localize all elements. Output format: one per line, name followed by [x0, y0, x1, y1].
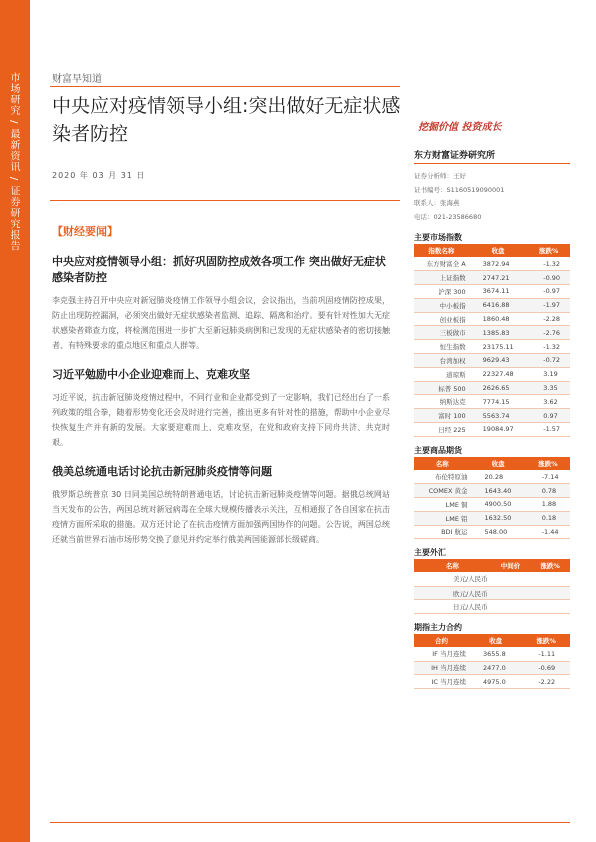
table-cell: -1.97: [527, 298, 570, 312]
table-row: [414, 298, 570, 312]
table-cell: 纳斯达克: [414, 395, 469, 409]
table-cell: 中小板指: [414, 298, 469, 312]
table-cell: 548.00: [471, 525, 526, 539]
table-row: [414, 381, 570, 395]
table-cell: -2.22: [522, 675, 570, 689]
section-badge: 【财经要闻】: [52, 225, 118, 238]
table-cell: 2747.21: [469, 271, 528, 285]
article-body: 俄罗斯总统普京 30 日同美国总统特朗普通电话，讨论抗击新冠肺炎疫情等问题。据俄总统网站当天发布的公告，两国总统对新冠病毒在全球大规模传播表示关注，互相通报了各自国家在抗击疫情方面所采取的措施。双方还讨论了在抗击疫情方面加强两国协作的问题。公告说，两国总统还就当前世界石油市场形势交换了意见并约定举行俄美两国能源部长级磋商。: [52, 490, 390, 544]
table-row: [414, 661, 570, 675]
table-cell: 2477.0: [469, 661, 522, 675]
article-body: 习近平说，抗击新冠肺炎疫情过程中，不同行业和企业都受到了一定影响，我们已经出台了一系列政策的组合拳，随着形势变化还会及时进行完善，推出更多有针对性的措施，帮助中小企业尽快恢复生产并有新的发展。大家要迎难而上、克难攻坚，在党和政府支持下同舟共济、共克时艰。: [52, 393, 390, 447]
article-body: 李克强主持召开中央应对新冠肺炎疫情工作领导小组会议，会议指出，当前巩固疫情防控成果，防止出现防控漏洞，必须突出做好无症状感染者监测、追踪、隔离和治疗。要有针对性加大无症状感染者筛查力度，将检测范围进一步扩大至新冠肺炎病例和已发现的无症状感染者的密切接触者、有特殊要求的重点地区和重点人群等。: [52, 296, 390, 350]
table-cell: [491, 572, 531, 586]
section-divider: [50, 200, 400, 201]
table-cell: -1.44: [526, 525, 570, 539]
table-row: [414, 367, 570, 381]
table-cell: [530, 572, 570, 586]
institution-info: [414, 170, 570, 224]
index-futures-title: 期指主力合约: [414, 623, 462, 633]
table-row: [414, 257, 570, 271]
table-row: [414, 326, 570, 340]
footer-divider: [50, 822, 570, 823]
table-row: [414, 312, 570, 326]
table-cell: 上证指数: [414, 271, 469, 285]
table-cell: LME 铜: [414, 497, 471, 511]
slogan: 挖掘价值 投资成长: [418, 122, 502, 133]
table-cell: COMEX 黄金: [414, 484, 471, 498]
table-row: [414, 525, 570, 539]
table-cell: 美元/人民币: [414, 572, 491, 586]
table-cell: LME 铝: [414, 511, 471, 525]
table-cell: 台湾加权: [414, 354, 469, 368]
table-cell: 7774.15: [469, 395, 528, 409]
indices-table: [414, 244, 570, 437]
table-cell: 23175.11: [469, 340, 528, 354]
table-cell: IF 当月连续: [414, 647, 469, 661]
table-cell: [491, 600, 531, 614]
table-cell: 日元/人民币: [414, 600, 491, 614]
table-cell: 1643.40: [471, 484, 526, 498]
table-row: [414, 395, 570, 409]
table-cell: 3674.11: [469, 285, 528, 299]
table-cell: 1632.50: [471, 511, 526, 525]
column-header: 名称: [414, 559, 491, 572]
table-row: [414, 484, 570, 498]
table-cell: -2.76: [527, 326, 570, 340]
column-header: 涨跌%: [526, 457, 570, 470]
table-cell: 沪深 300: [414, 285, 469, 299]
table-cell: 标普 500: [414, 381, 469, 395]
forex-table: [414, 559, 570, 614]
column-header: 收盘: [471, 457, 526, 470]
table-cell: -1.11: [522, 647, 570, 661]
table-row: [414, 586, 570, 600]
table-cell: 0.97: [527, 409, 570, 423]
article: [52, 464, 390, 547]
report-date: 2020 年 03 月 31 日: [52, 171, 146, 180]
table-row: [414, 423, 570, 437]
column-header: 名称: [414, 457, 471, 470]
table-cell: 1.88: [526, 497, 570, 511]
table-cell: 0.78: [526, 484, 570, 498]
column-header: 合约: [414, 634, 469, 647]
table-cell: -2.28: [527, 312, 570, 326]
table-cell: BDI 航运: [414, 525, 471, 539]
table-cell: 1385.83: [469, 326, 528, 340]
table-cell: -0.72: [527, 354, 570, 368]
futures-table: [414, 457, 570, 539]
table-cell: 欧元/人民币: [414, 586, 491, 600]
phone: 电话：021-23586680: [414, 212, 482, 221]
article: [52, 367, 390, 450]
table-cell: 1860.48: [469, 312, 528, 326]
table-cell: -1.32: [527, 257, 570, 271]
table-cell: 19084.97: [469, 423, 528, 437]
table-cell: -0.69: [522, 661, 570, 675]
table-cell: 2626.65: [469, 381, 528, 395]
table-cell: [491, 586, 531, 600]
table-row: [414, 511, 570, 525]
table-cell: 富时 100: [414, 409, 469, 423]
certificate: 证书编号：S1160519090001: [414, 185, 505, 194]
analyst: 证券分析师：王好: [414, 172, 466, 180]
index-futures-table: [414, 634, 570, 689]
table-row: [414, 647, 570, 661]
right-column: [414, 148, 570, 689]
news-content: [52, 254, 390, 561]
table-cell: -1.57: [527, 423, 570, 437]
table-row: [414, 285, 570, 299]
column-header: 指数名称: [414, 244, 469, 257]
table-cell: 3.19: [527, 367, 570, 381]
header-label: 财富早知道: [52, 74, 102, 85]
table-cell: 0.18: [526, 511, 570, 525]
table-cell: 3655.8: [469, 647, 522, 661]
header-divider: [50, 86, 400, 87]
table-row: [414, 470, 570, 484]
article-title: 中央应对疫情领导小组：抓好巩固防控成效各项工作 突出做好无症状感染者防控: [52, 255, 386, 284]
table-row: [414, 497, 570, 511]
column-header: 收盘: [469, 244, 528, 257]
table-row: [414, 600, 570, 614]
column-header: 涨跌%: [527, 244, 570, 257]
column-header: 涨跌%: [522, 634, 570, 647]
institution-name: 东方财富证券研究所: [414, 148, 570, 164]
futures-title: 主要商品期货: [414, 445, 462, 455]
table-cell: -7.14: [526, 470, 570, 484]
forex-title: 主要外汇: [414, 548, 446, 558]
table-row: [414, 354, 570, 368]
table-cell: 创业板指: [414, 312, 469, 326]
table-cell: 恒生指数: [414, 340, 469, 354]
article: [52, 254, 390, 353]
table-row: [414, 409, 570, 423]
table-cell: -1.32: [527, 340, 570, 354]
table-cell: 4975.0: [469, 675, 522, 689]
table-cell: [530, 586, 570, 600]
table-cell: 20.28: [471, 470, 526, 484]
table-cell: 东方财富全 A: [414, 257, 469, 271]
article-title: 习近平勉励中小企业迎难而上、克难攻坚: [52, 368, 250, 381]
table-cell: 4900.50: [471, 497, 526, 511]
table-cell: IH 当月连续: [414, 661, 469, 675]
table-cell: -0.90: [527, 271, 570, 285]
table-cell: 3.62: [527, 395, 570, 409]
table-cell: 3872.94: [469, 257, 528, 271]
article-title: 俄美总统通电话讨论抗击新冠肺炎疫情等问题: [52, 465, 272, 478]
indices-title: 主要市场指数: [414, 233, 462, 242]
contact: 联系人：张海燕: [414, 199, 460, 207]
table-cell: 三板做市: [414, 326, 469, 340]
table-row: [414, 675, 570, 689]
table-row: [414, 572, 570, 586]
table-cell: 3.35: [527, 381, 570, 395]
table-cell: 6416.88: [469, 298, 528, 312]
column-header: 中间价: [491, 559, 531, 572]
table-cell: 5563.74: [469, 409, 528, 423]
table-header-row: [414, 559, 570, 572]
table-cell: 日经 225: [414, 423, 469, 437]
column-header: 涨跌%: [530, 559, 570, 572]
table-row: [414, 340, 570, 354]
page-title: 中央应对疫情领导小组:突出做好无症状感染者防控: [52, 95, 401, 145]
table-header-row: [414, 457, 570, 470]
table-cell: 布伦特原油: [414, 470, 471, 484]
table-header-row: [414, 634, 570, 647]
column-header: 收盘: [469, 634, 522, 647]
table-cell: 道琼斯: [414, 367, 469, 381]
table-header-row: [414, 244, 570, 257]
table-cell: 22327.48: [469, 367, 528, 381]
table-cell: -0.97: [527, 285, 570, 299]
sidebar-text: 市场研究 / 最新资讯 / 证券研究报告: [8, 72, 19, 252]
table-cell: 9629.43: [469, 354, 528, 368]
table-row: [414, 271, 570, 285]
sidebar: [0, 0, 30, 842]
table-cell: IC 当月连续: [414, 675, 469, 689]
table-cell: [530, 600, 570, 614]
